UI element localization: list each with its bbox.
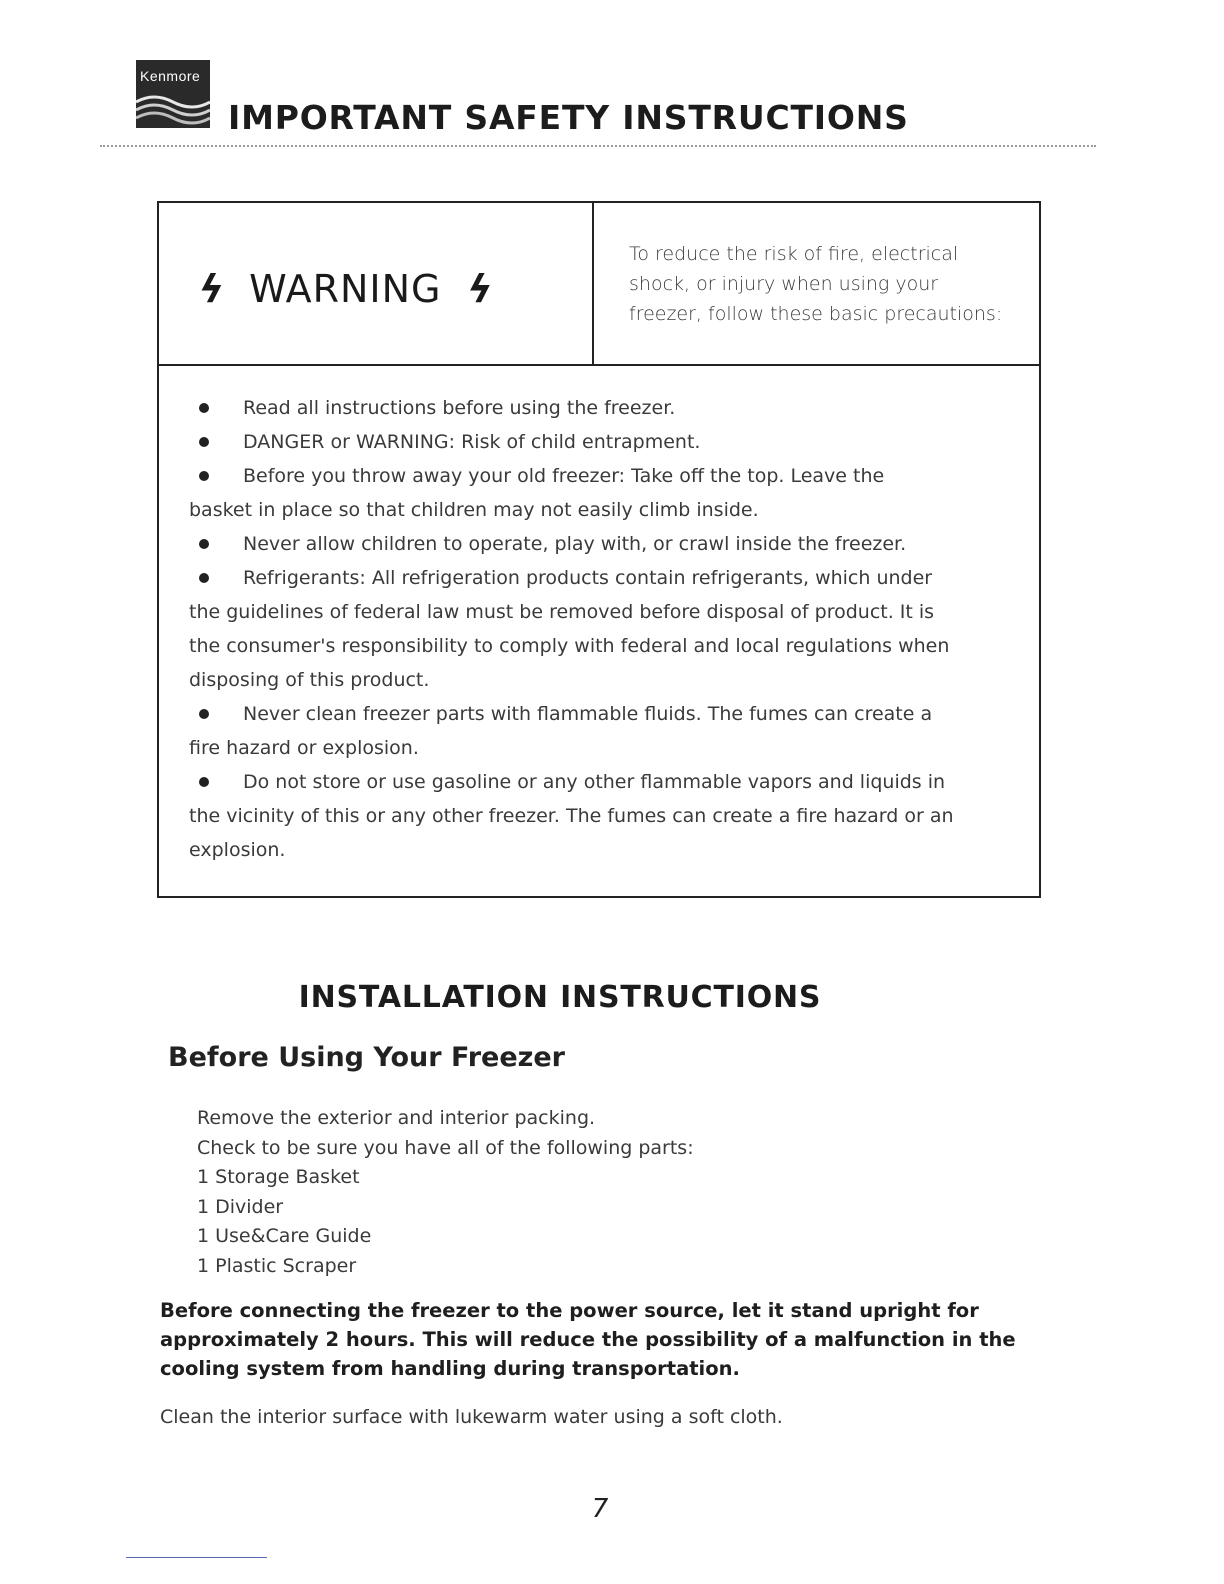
list-item bbox=[189, 425, 1009, 459]
warning-title: WARNING bbox=[249, 267, 442, 311]
bullet-icon bbox=[199, 471, 209, 481]
bullet-icon bbox=[199, 573, 209, 583]
list-item bbox=[189, 391, 1009, 425]
list-item-line: Never clean freezer parts with flammable fluids. The fumes can create a bbox=[243, 703, 933, 725]
parts-line: 1 Storage Basket bbox=[197, 1166, 360, 1188]
standing-note-line: cooling system from handling during transportation. bbox=[160, 1357, 740, 1380]
logo-text: Kenmore bbox=[140, 68, 201, 84]
standing-note-line: approximately 2 hours. This will reduce the possibility of a malfunction in the bbox=[160, 1328, 1016, 1351]
list-item-line: Never allow children to operate, play with, or crawl inside the freezer. bbox=[243, 533, 907, 555]
list-item-line: basket in place so that children may not easily climb inside. bbox=[189, 499, 759, 521]
warning-heading bbox=[199, 267, 494, 311]
warning-intro-line: shock, or injury when using your bbox=[629, 273, 939, 295]
list-item bbox=[189, 697, 1009, 765]
list-item bbox=[189, 527, 1009, 561]
list-item bbox=[189, 561, 1009, 697]
parts-line: 1 Use&Care Guide bbox=[197, 1225, 372, 1247]
kenmore-logo bbox=[136, 60, 210, 128]
wave-icon bbox=[136, 88, 210, 128]
parts-line: Remove the exterior and interior packing. bbox=[197, 1107, 596, 1129]
list-item-line: Do not store or use gasoline or any other flammable vapors and liquids in bbox=[243, 771, 946, 793]
section-subheading: Before Using Your Freezer bbox=[168, 1042, 565, 1073]
parts-line: 1 Plastic Scraper bbox=[197, 1254, 357, 1277]
list-item-line: Read all instructions before using the freezer. bbox=[243, 397, 676, 419]
list-item-line: explosion. bbox=[189, 839, 286, 861]
standing-note bbox=[160, 1296, 1020, 1383]
list-item-line: the vicinity of this or any other freezer. The fumes can create a fire hazard or an bbox=[189, 805, 954, 827]
warning-divider-vertical bbox=[592, 203, 594, 364]
list-item-line: fire hazard or explosion. bbox=[189, 737, 419, 759]
cleaning-note: Clean the interior surface with lukewarm water using a soft cloth. bbox=[160, 1406, 783, 1428]
parts-line: Check to be sure you have all of the following parts: bbox=[197, 1136, 694, 1159]
footer-line bbox=[126, 1557, 267, 1558]
bullet-icon bbox=[199, 777, 209, 787]
warning-list bbox=[189, 391, 1009, 867]
standing-note-line: Before connecting the freezer to the power source, let it stand upright for bbox=[160, 1299, 979, 1322]
list-item bbox=[189, 765, 1009, 867]
page-number: 7 bbox=[591, 1494, 609, 1524]
warning-divider-horizontal bbox=[159, 364, 1039, 366]
bullet-icon bbox=[199, 437, 209, 447]
list-item-line: Before you throw away your old freezer: Take off the top. Leave the bbox=[243, 465, 885, 487]
page-title: IMPORTANT SAFETY INSTRUCTIONS bbox=[228, 98, 909, 137]
warning-intro-line: freezer, follow these basic precautions: bbox=[629, 303, 1003, 325]
list-item-line: disposing of this product. bbox=[189, 669, 430, 691]
list-item-line: Refrigerants: All refrigeration products contain refrigerants, which under bbox=[243, 567, 933, 589]
bullet-icon bbox=[199, 539, 209, 549]
warning-intro bbox=[629, 239, 1029, 329]
list-item bbox=[189, 459, 1009, 527]
lightning-bolt-icon: ϟ bbox=[199, 267, 226, 311]
bullet-icon bbox=[199, 403, 209, 413]
warning-box bbox=[157, 201, 1041, 898]
lightning-bolt-icon: ϟ bbox=[467, 267, 494, 311]
installation-title: INSTALLATION INSTRUCTIONS bbox=[298, 980, 822, 1015]
parts-list bbox=[197, 1104, 694, 1281]
header-divider bbox=[100, 145, 1096, 147]
bullet-icon bbox=[199, 709, 209, 719]
list-item-line: the consumer's responsibility to comply with federal and local regulations when bbox=[189, 635, 950, 657]
list-item-line: DANGER or WARNING: Risk of child entrapment. bbox=[243, 431, 701, 453]
list-item-line: the guidelines of federal law must be removed before disposal of product. It is bbox=[189, 601, 935, 623]
warning-intro-line: To reduce the risk of fire, electrical bbox=[629, 243, 959, 265]
parts-line: 1 Divider bbox=[197, 1195, 284, 1218]
